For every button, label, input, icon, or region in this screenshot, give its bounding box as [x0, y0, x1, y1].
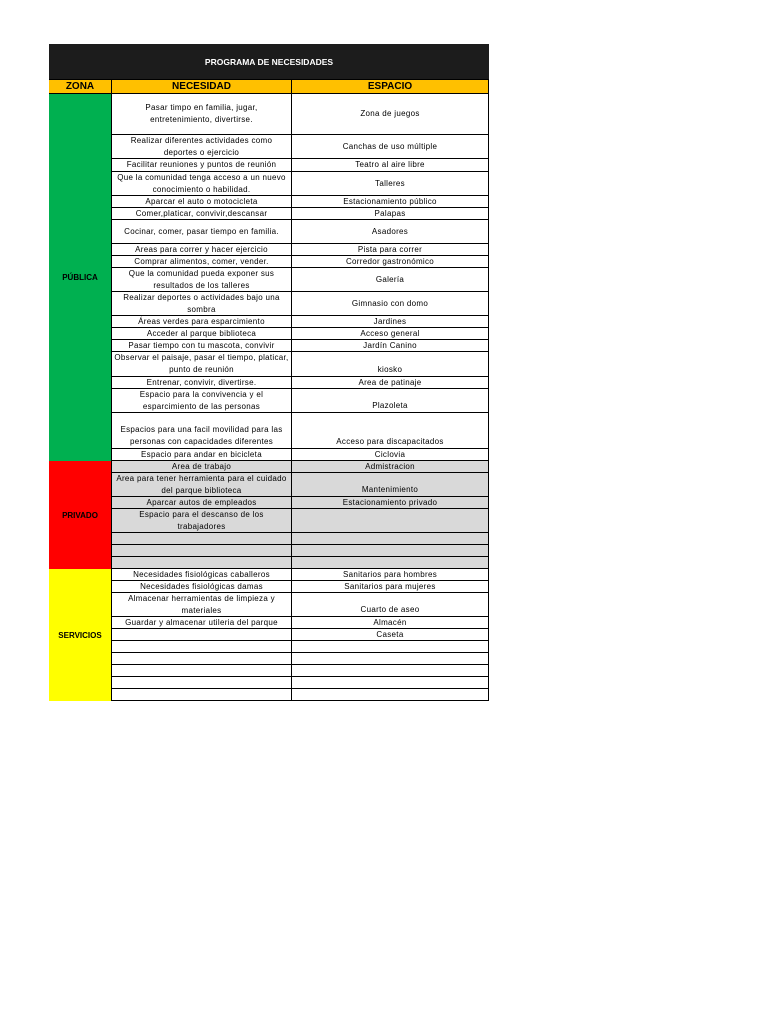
necesidad-cell: Aparcar autos de empleados [111, 497, 291, 508]
espacio-cell [291, 509, 489, 532]
espacio-cell [291, 653, 489, 664]
table-row [111, 665, 489, 677]
rows-privado [111, 461, 489, 569]
espacio-cell: Pista para correr [291, 244, 489, 255]
necesidad-cell: Guardar y almacenar utileria del parque [111, 617, 291, 628]
espacio-cell: Caseta [291, 629, 489, 640]
espacio-cell [291, 545, 489, 556]
espacio-cell: kiosko [291, 352, 489, 376]
table-row [111, 94, 489, 135]
table-row [111, 352, 489, 377]
espacio-cell: Acceso general [291, 328, 489, 339]
necesidad-cell: Realizar diferentes actividades como deportes o ejercicio [111, 135, 291, 158]
espacio-cell: Ciclovia [291, 449, 489, 460]
espacio-cell: Admistracion [291, 461, 489, 472]
necesidad-cell: Acceder al parque biblioteca [111, 328, 291, 339]
espacio-cell: Acceso para discapacitados [291, 413, 489, 448]
table-row [111, 135, 489, 159]
table-row [111, 256, 489, 268]
espacio-cell: Palapas [291, 208, 489, 219]
table-row [111, 533, 489, 545]
table-row [111, 159, 489, 172]
table-row [111, 581, 489, 593]
espacio-cell: Almacén [291, 617, 489, 628]
espacio-cell: Mantenimiento [291, 473, 489, 496]
necesidad-cell [111, 629, 291, 640]
table-row [111, 328, 489, 340]
rows-publica [111, 94, 489, 461]
table-row [111, 316, 489, 328]
espacio-cell: Jardines [291, 316, 489, 327]
table-row [111, 677, 489, 689]
espacio-cell [291, 665, 489, 676]
table-row [111, 389, 489, 413]
necesidad-cell [111, 545, 291, 556]
necesidad-cell: Area para tener herramienta para el cuidado del parque biblioteca [111, 473, 291, 496]
table-row [111, 497, 489, 509]
necesidad-cell: Que la comunidad pueda exponer sus resultados de los talleres [111, 268, 291, 291]
section-privado [49, 461, 489, 569]
table-row [111, 244, 489, 256]
table-row [111, 172, 489, 196]
espacio-cell: Gimnasio con domo [291, 292, 489, 315]
zone-label-privado: PRIVADO [49, 461, 111, 569]
necesidad-cell: Comer,platicar, convivir,descansar [111, 208, 291, 219]
necesidad-cell: Espacios para una facil movilidad para las personas con capacidades diferentes [111, 413, 291, 448]
necesidad-cell [111, 665, 291, 676]
necesidad-cell: Area de trabajo [111, 461, 291, 472]
necesidad-cell: Necesidades fisiológicas caballeros [111, 569, 291, 580]
necesidad-cell [111, 557, 291, 568]
rows-servicios [111, 569, 489, 701]
table-row [111, 292, 489, 316]
table-row [111, 689, 489, 701]
table-row [111, 461, 489, 473]
table-row [111, 449, 489, 461]
table-row [111, 268, 489, 292]
necesidad-cell: Pasar tiempo con tu mascota, convivir [111, 340, 291, 351]
necesidad-cell [111, 533, 291, 544]
table-row [111, 340, 489, 352]
espacio-cell: Plazoleta [291, 389, 489, 412]
necesidad-cell: Aparcar el auto o motocicleta [111, 196, 291, 207]
table-row [111, 377, 489, 389]
table-row [111, 617, 489, 629]
header-row [49, 79, 489, 94]
table-row [111, 557, 489, 569]
espacio-cell: Sanitarios para hombres [291, 569, 489, 580]
espacio-cell [291, 689, 489, 700]
necesidad-cell [111, 677, 291, 688]
table-row [111, 641, 489, 653]
header-espacio: ESPACIO [291, 80, 489, 93]
table-row [111, 220, 489, 244]
table-row [111, 593, 489, 617]
espacio-cell: Estacionamiento privado [291, 497, 489, 508]
sheet-title: PROGRAMA DE NECESIDADES [49, 44, 489, 79]
necesidad-cell: Comprar alimentos, comer, vender. [111, 256, 291, 267]
table-row [111, 509, 489, 533]
espacio-cell: Teatro al aire libre [291, 159, 489, 171]
zone-label-servicios: SERVICIOS [49, 569, 111, 701]
necesidad-cell: Pasar timpo en familia, jugar, entretenimiento, divertirse. [111, 94, 291, 134]
necesidad-cell: Necesidades fisiológicas damas [111, 581, 291, 592]
section-publica [49, 94, 489, 461]
espacio-cell: Jardín Canino [291, 340, 489, 351]
header-necesidad: NECESIDAD [111, 80, 291, 93]
necesidad-cell: Realizar deportes o actividades bajo una sombra [111, 292, 291, 315]
espacio-cell: Galería [291, 268, 489, 291]
necesidad-cell: Observar el paisaje, pasar el tiempo, platicar, punto de reunión [111, 352, 291, 376]
espacio-cell: Sanitarios para mujeres [291, 581, 489, 592]
table-row [111, 208, 489, 220]
table-row [111, 473, 489, 497]
espacio-cell: Talleres [291, 172, 489, 195]
necesidad-cell: Entrenar, convivir, divertirse. [111, 377, 291, 388]
zone-label-publica: PÚBLICA [49, 94, 111, 461]
necesidad-cell [111, 689, 291, 700]
necesidad-cell: Espacio para la convivencia y el esparcimiento de las personas [111, 389, 291, 412]
necesidad-cell: Facilitar reuniones y puntos de reunión [111, 159, 291, 171]
espacio-cell: Area de patinaje [291, 377, 489, 388]
necesidad-cell: Cocinar, comer, pasar tiempo en familia. [111, 220, 291, 243]
espacio-cell: Canchas de uso múltiple [291, 135, 489, 158]
necesidad-cell: Espacio para andar en bicicleta [111, 449, 291, 460]
espacio-cell: Corredor gastronómico [291, 256, 489, 267]
table-row [111, 196, 489, 208]
section-servicios [49, 569, 489, 701]
necesidad-cell: Almacenar herramientas de limpieza y materiales [111, 593, 291, 616]
table-row [111, 629, 489, 641]
espacio-cell [291, 677, 489, 688]
table-row [111, 545, 489, 557]
necesidad-cell [111, 653, 291, 664]
espacio-cell [291, 557, 489, 568]
necesidad-cell: Áreas verdes para esparcimiento [111, 316, 291, 327]
necesidad-cell [111, 641, 291, 652]
table-row [111, 653, 489, 665]
espacio-cell [291, 533, 489, 544]
table-row [111, 413, 489, 449]
necesidad-cell: Que la comunidad tenga acceso a un nuevo conocimiento o habilidad. [111, 172, 291, 195]
needs-program-sheet [49, 44, 489, 701]
table-row [111, 569, 489, 581]
necesidad-cell: Areas para correr y hacer ejercicio [111, 244, 291, 255]
espacio-cell [291, 641, 489, 652]
espacio-cell: Cuarto de aseo [291, 593, 489, 616]
espacio-cell: Asadores [291, 220, 489, 243]
espacio-cell: Zona de juegos [291, 94, 489, 134]
espacio-cell: Estacionamiento público [291, 196, 489, 207]
header-zona: ZONA [65, 81, 95, 92]
necesidad-cell: Espacio para el descanso de los trabajadores [111, 509, 291, 532]
